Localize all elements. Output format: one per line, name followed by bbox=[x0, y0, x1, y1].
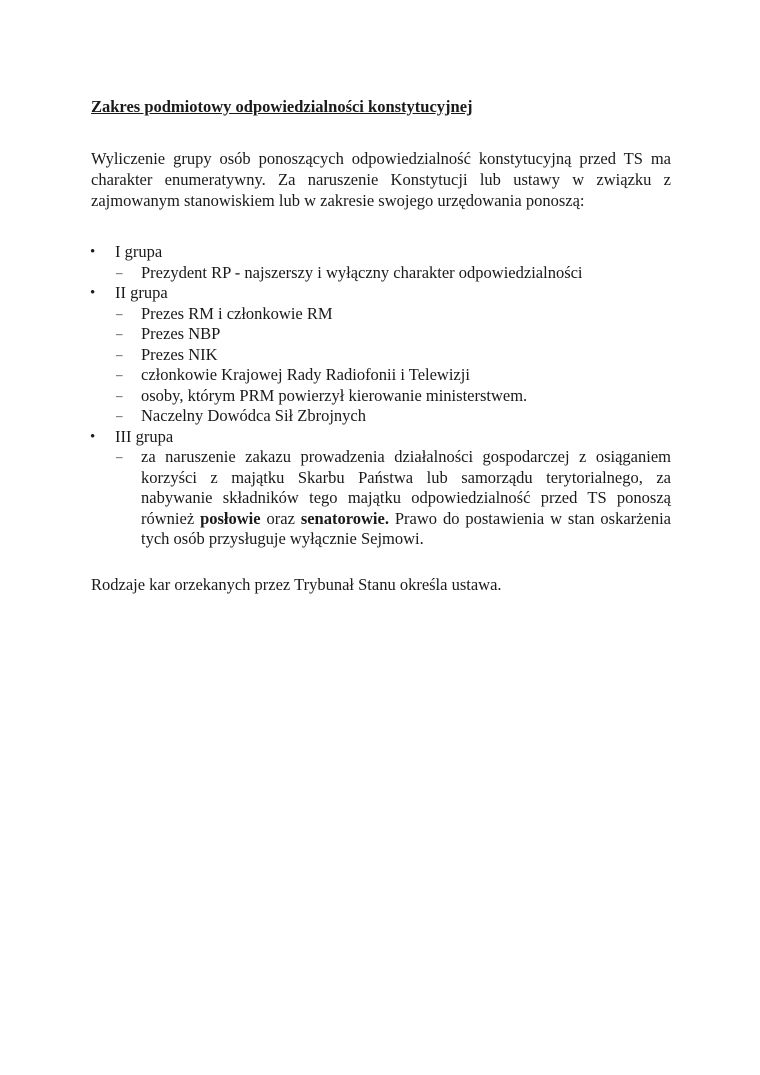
dash-icon: – bbox=[116, 264, 123, 280]
list-item-text-part: oraz bbox=[260, 508, 301, 528]
group-label: I grupa bbox=[115, 242, 163, 261]
list-item bbox=[115, 304, 671, 325]
list-item-text: Prezes NBP bbox=[141, 324, 221, 343]
intro-paragraph: Wyliczenie grupy osób ponoszących odpowiedzialność konstytucyjną przed TS ma charakter enumeratywny. Za naruszenie Konstytucji lub ustawy w związku z zajmowanym stanowiskiem lub w zakresie swojego urzędowania ponoszą: bbox=[91, 149, 671, 210]
group-2 bbox=[91, 283, 671, 427]
list-item-text: Prezydent RP - najszerszy i wyłączny charakter odpowiedzialności bbox=[141, 262, 583, 282]
bold-term-poslowie: posłowie bbox=[200, 508, 261, 528]
group-3-items bbox=[115, 447, 671, 550]
dash-icon: – bbox=[116, 346, 123, 362]
list-item-text: Prezes RM i członkowie RM bbox=[141, 303, 333, 323]
list-item bbox=[115, 447, 671, 550]
closing-paragraph: Rodzaje kar orzekanych przez Trybunał Stanu określa ustawa. bbox=[91, 574, 502, 594]
list-item-text-part: Prawo do postawienia w stan oskarżenia tych osób przysługuje wyłącznie Sejmowi. bbox=[141, 508, 671, 548]
list-item-text: Naczelny Dowódca Sił Zbrojnych bbox=[141, 406, 366, 425]
bullet-icon: • bbox=[90, 244, 96, 260]
dash-icon: – bbox=[116, 387, 123, 403]
dash-icon: – bbox=[116, 305, 123, 321]
group-label: III grupa bbox=[115, 426, 174, 446]
list-item bbox=[115, 386, 671, 407]
list-item bbox=[115, 324, 671, 345]
group-2-items bbox=[115, 304, 671, 427]
group-1-items bbox=[115, 263, 671, 284]
list-item-text: Prezes NIK bbox=[141, 344, 218, 364]
dash-icon: – bbox=[116, 326, 123, 341]
list-item-text-part: za naruszenie zakazu prowadzenia działalności gospodarczej z osiąganiem korzyści z majątku Skarbu Państwa lub samorządu terytorialnego, za nabywanie składników tego majątku odpowiedzialność przed TS ponoszą również bbox=[141, 447, 671, 528]
dash-icon: – bbox=[116, 367, 123, 382]
list-item-text: osoby, którym PRM powierzył kierowanie ministerstwem. bbox=[141, 385, 528, 405]
bold-term-senatorowie: senatorowie. bbox=[300, 508, 389, 528]
list-item bbox=[115, 345, 671, 366]
dash-icon: – bbox=[116, 449, 123, 464]
document-title: Zakres podmiotowy odpowiedzialności konstytucyjnej bbox=[91, 97, 473, 116]
bullet-icon: • bbox=[90, 428, 96, 445]
group-label: II grupa bbox=[115, 283, 168, 302]
groups-list bbox=[91, 242, 671, 550]
bullet-icon: • bbox=[90, 285, 96, 301]
group-1 bbox=[91, 242, 671, 283]
list-item bbox=[115, 365, 671, 386]
document-page bbox=[91, 96, 671, 595]
list-item bbox=[115, 406, 671, 427]
group-3 bbox=[91, 427, 671, 550]
list-item-text: członkowie Krajowej Rady Radiofonii i Telewizji bbox=[141, 365, 470, 384]
list-item bbox=[115, 263, 671, 284]
dash-icon: – bbox=[116, 408, 123, 423]
